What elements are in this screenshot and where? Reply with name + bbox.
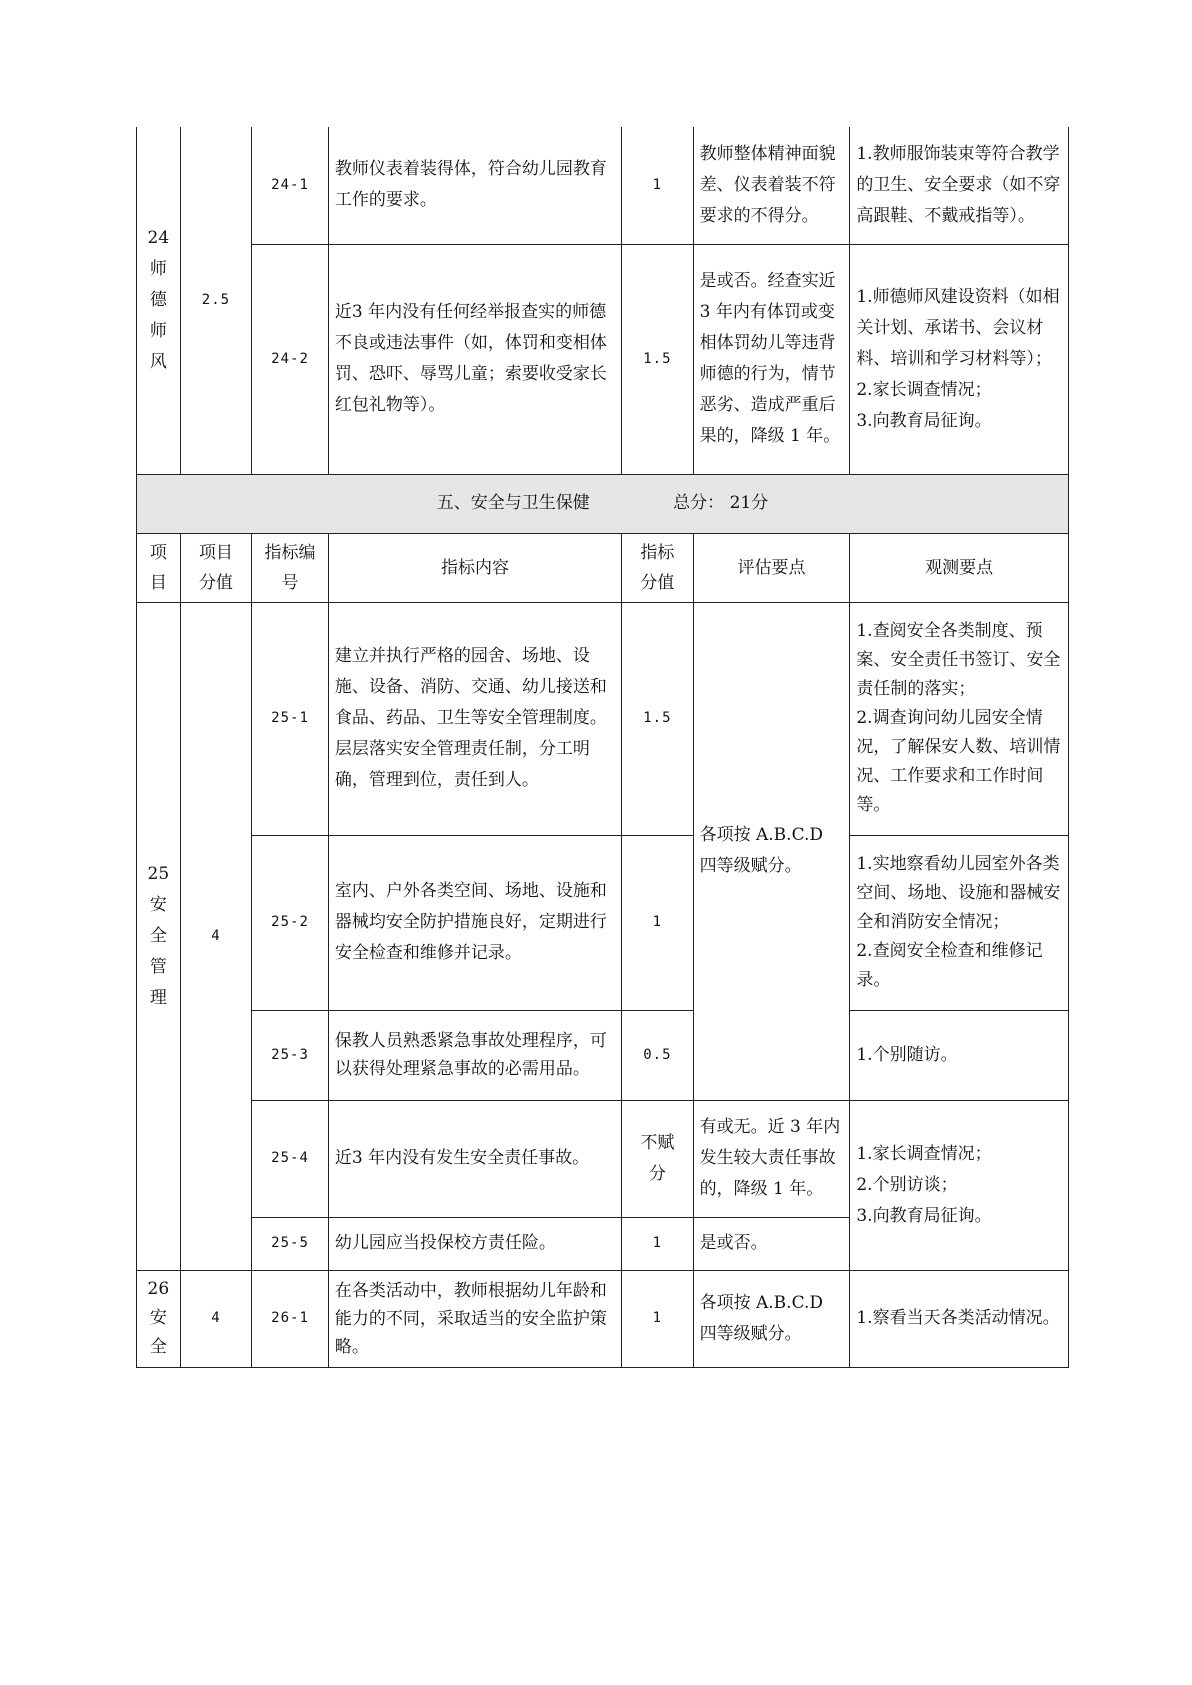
indicator-value: 1	[622, 1217, 693, 1270]
observation-point: 1.查阅安全各类制度、预案、安全责任书签订、安全责任制的落实； 2.调查询问幼儿园安全情况，了解保安人数、培训情况、工作要求和工作时间等。	[850, 602, 1069, 835]
section-header	[137, 474, 1069, 533]
indicator-content: 室内、户外各类空间、场地、设施和器械均安全防护措施良好，定期进行安全检查和维修并记录。	[328, 835, 621, 1010]
indicator-code: 25-3	[252, 1010, 329, 1100]
table-row	[137, 1100, 1069, 1217]
table-row	[137, 127, 1069, 244]
section-title: 五、安全与卫生保健	[436, 493, 590, 513]
indicator-code: 26-1	[252, 1270, 329, 1367]
eval-point: 是或否。	[693, 1217, 850, 1270]
indicator-code: 25-4	[252, 1100, 329, 1217]
col-header-content: 指标内容	[328, 533, 621, 602]
indicator-code: 24-2	[252, 244, 329, 474]
observation-point: 1.师德师风建设资料（如相关计划、承诺书、会议材料、培训和学习材料等）； 2.家长调查情况； 3.向教育局征询。	[850, 244, 1069, 474]
item-score-25: 4	[180, 602, 251, 1270]
indicator-value: 0.5	[622, 1010, 693, 1100]
observation-point: 1.察看当天各类活动情况。	[850, 1270, 1069, 1367]
indicator-content: 近3 年内没有发生安全责任事故。	[328, 1100, 621, 1217]
observation-point: 1.实地察看幼儿园室外各类空间、场地、设施和器械安全和消防安全情况； 2.查阅安全检查和维修记录。	[850, 835, 1069, 1010]
observation-point: 1.教师服饰装束等符合教学的卫生、安全要求（如不穿高跟鞋、不戴戒指等）。	[850, 127, 1069, 244]
indicator-content: 幼儿园应当投保校方责任险。	[328, 1217, 621, 1270]
evaluation-table	[136, 127, 1069, 1368]
eval-point: 各项按 A.B.C.D 四等级赋分。	[693, 1270, 850, 1367]
eval-point: 教师整体精神面貌差、仪表着装不符要求的不得分。	[693, 127, 850, 244]
table-row	[137, 244, 1069, 474]
indicator-content: 建立并执行严格的园舍、场地、设施、设备、消防、交通、幼儿接送和食品、药品、卫生等安全管理制度。层层落实安全管理责任制，分工明确，管理到位，责任到人。	[328, 602, 621, 835]
indicator-value: 1.5	[622, 602, 693, 835]
section-row	[137, 474, 1069, 533]
observation-point: 1.家长调查情况； 2.个别访谈； 3.向教育局征询。	[850, 1100, 1069, 1270]
table-row	[137, 1010, 1069, 1100]
col-header-code: 指标编 号	[252, 533, 329, 602]
section-total: 总分： 21分	[673, 493, 769, 513]
indicator-content: 在各类活动中，教师根据幼儿年龄和能力的不同，采取适当的安全监护策略。	[328, 1270, 621, 1367]
indicator-value: 1	[622, 1270, 693, 1367]
table-row	[137, 835, 1069, 1010]
item-name-26: 26 安 全	[137, 1270, 181, 1367]
item-score-26: 4	[180, 1270, 251, 1367]
col-header-value: 指标 分值	[622, 533, 693, 602]
item-name-25: 25 安 全 管 理	[137, 602, 181, 1270]
indicator-code: 25-2	[252, 835, 329, 1010]
item-name-24: 24 师 德 师 风	[137, 127, 181, 474]
indicator-value: 1	[622, 835, 693, 1010]
indicator-code: 25-5	[252, 1217, 329, 1270]
table-row	[137, 602, 1069, 835]
indicator-value: 1	[622, 127, 693, 244]
eval-point: 有或无。近 3 年内发生较大责任事故的，降级 1 年。	[693, 1100, 850, 1217]
indicator-code: 25-1	[252, 602, 329, 835]
indicator-content: 近3 年内没有任何经举报查实的师德不良或违法事件（如，体罚和变相体罚、恐吓、辱骂儿童；索要收受家长红包礼物等）。	[328, 244, 621, 474]
indicator-value: 1.5	[622, 244, 693, 474]
indicator-value: 不赋 分	[622, 1100, 693, 1217]
eval-point-shared: 各项按 A.B.C.D 四等级赋分。	[693, 602, 850, 1100]
col-header-obs: 观测要点	[850, 533, 1069, 602]
column-header-row	[137, 533, 1069, 602]
observation-point: 1.个别随访。	[850, 1010, 1069, 1100]
table-row	[137, 1270, 1069, 1367]
eval-point: 是或否。经查实近 3 年内有体罚或变相体罚幼儿等违背师德的行为，情节恶劣、造成严重后果的，降级 1 年。	[693, 244, 850, 474]
col-header-score: 项目 分值	[180, 533, 251, 602]
indicator-content: 教师仪表着装得体，符合幼儿园教育工作的要求。	[328, 127, 621, 244]
item-score-24: 2.5	[180, 127, 251, 474]
col-header-eval: 评估要点	[693, 533, 850, 602]
col-header-item: 项 目	[137, 533, 181, 602]
indicator-code: 24-1	[252, 127, 329, 244]
indicator-content: 保教人员熟悉紧急事故处理程序，可以获得处理紧急事故的必需用品。	[328, 1010, 621, 1100]
